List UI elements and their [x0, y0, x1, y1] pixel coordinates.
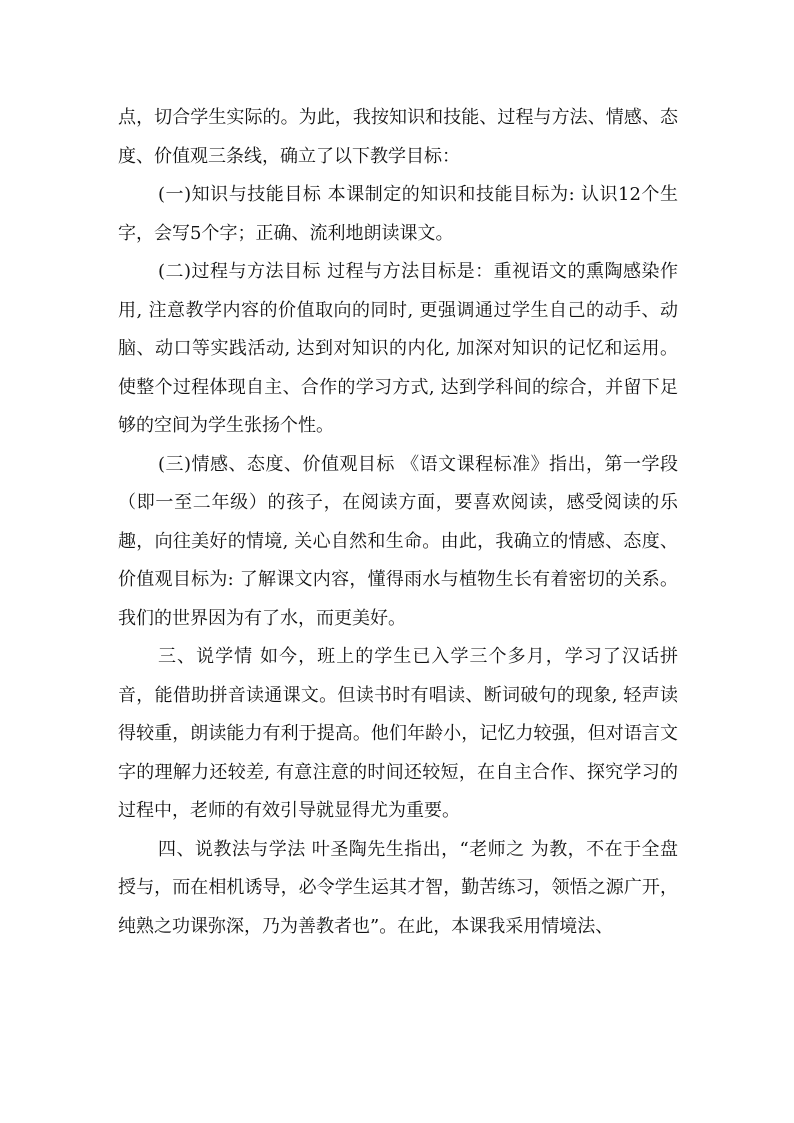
- document-body: [118, 99, 678, 946]
- paragraph-student-analysis: 三、说学情 如今，班上的学生已入学三个多月，学习了汉话拼音，能借助拼音读通课文。但读书时有唱读、断词破句的现象, 轻声读得较重，朗读能力有利于提高。他们年龄小，记忆力较强，但对语言文字的理解力还较差, 有意注意的时间还较短，在自主合作、探究学习的过程中，老师的有效引导就显得尤为重要。: [118, 646, 678, 821]
- paragraph-continuation: 点，切合学生实际的。为此，我按知识和技能、过程与方法、情感、态度、价值观三条线，确立了以下教学目标：: [118, 107, 678, 167]
- paragraph-emotion-attitude-goal: (三)情感、态度、价值观目标 《语文课程标准》指出，第一学段（即一至二年级）的孩子，在阅读方面，要喜欢阅读，感受阅读的乐趣，向往美好的情境, 关心自然和生命。由此，我确立的情感、态度、价值观目标为: 了解课文内容，懂得雨水与植物生长有着密切的关系。我们的世界因为有了水，而更美好。: [118, 453, 678, 629]
- paragraph-teaching-methods: 四、说教法与学法 叶圣陶先生指出，“老师之 为教，不在于全盘授与，而在相机诱导，必令学生运其才智，勤苦练习，领悟之源广开，纯熟之功课弥深，乃为善教者也”。在此，本课我采用情境法、: [118, 838, 678, 937]
- paragraph-process-method-goal: (二)过程与方法目标 过程与方法目标是：重视语文的熏陶感染作用, 注意教学内容的价值取向的同时, 更强调通过学生自己的动手、动脑、动口等实践活动, 达到对知识的内化, 加深对知识的记忆和运用。使整个过程体现自主、合作的学习方式, 达到学科间的综合，并留下足够的空间为学生张扬个性。: [118, 261, 678, 436]
- paragraph-knowledge-skills-goal: (一)知识与技能目标 本课制定的知识和技能目标为: 认识12个生字，会写5个字；正确、流利地朗读课文。: [118, 184, 678, 244]
